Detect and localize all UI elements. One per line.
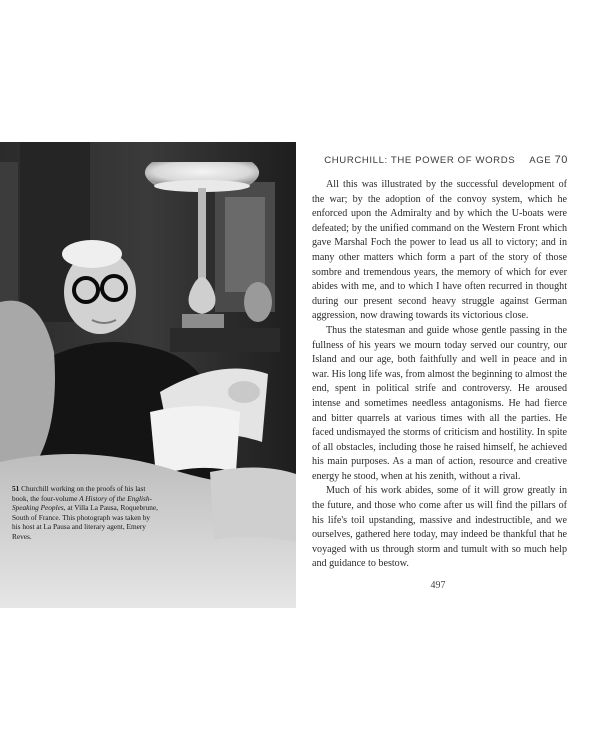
photo-caption	[12, 484, 160, 542]
caption-text-before: Churchill working on the proofs of his last book, the four-volume	[12, 484, 146, 503]
paragraph: Thus the statesman and guide whose gentle passing in the fullness of his years we mourn today served our country, our Island and our age, both faithfully and well in peace and in war. His long life was, from almost the beginning to almost the end, spent in political strife and controversy. He aroused intense and sometimes needless antagonisms. He had fierce and bitter quarrels at various times with all the parties. He faced undismayed the storms of criticism and hostility. In spite of all obstacles, including those he raised himself, he achieved his main purposes. As a man of action, resource and creative energy he stood, when at his zenith, without a rival.	[312, 324, 567, 482]
paragraph: Much of his work abides, some of it will grow greatly in the future, and those who come after us will find the pillars of his life's toil upstanding, massive and indestructible, and we ourselves, gathered here today, may indeed be thankful that he voyaged with us through storm and tumult with so much help and guidance to bestow.	[312, 485, 567, 570]
running-head-title: CHURCHILL: THE POWER OF WORDS	[324, 155, 516, 166]
caption-book-title: A History of the English-Speaking Peoples	[12, 493, 152, 513]
running-head-age-value: 70	[554, 154, 568, 166]
running-head	[324, 154, 568, 166]
caption-number: 51	[12, 484, 20, 493]
paragraph: All this was illustrated by the successful development of the war; by the adoption of the convoy system, which he enforced upon the Admiralty and by which the U-boats were defeated; by the unified command on the Western Front which gave Marshal Foch the power to lead us all to victory; and in many other matters which form a part of the story of those sombre and tremendous years, the memory of which for ever abides with me, and to which I have often recurred in thought during our present second heavy struggle against German aggression, now drawing towards its victorious close.	[312, 179, 567, 322]
running-head-age-label: AGE	[529, 155, 552, 166]
caption-text-after: , at Villa La Pausa, Roquebrune, South of France. This photograph was taken by his host at La Pausa and literary agent, Emery Reves.	[12, 503, 158, 541]
page-number: 497	[430, 580, 446, 591]
body-text	[312, 178, 567, 572]
